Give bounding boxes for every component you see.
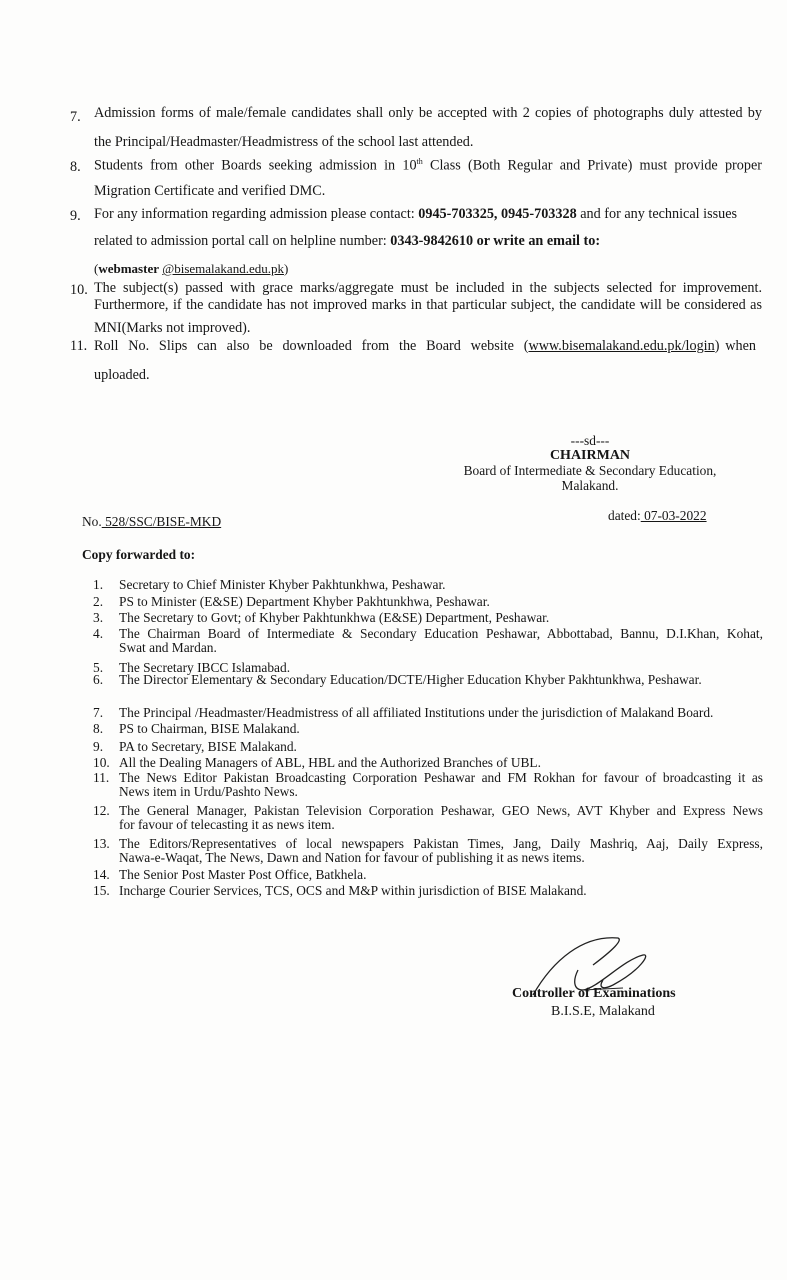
- item-number: 10.: [93, 755, 110, 770]
- controller-title: Controller of Examinations: [512, 986, 676, 1001]
- item-text: The Editors/Representatives of local newspapers Pakistan Times, Jang, Daily Mashriq, Aaj, Daily Express,: [119, 836, 763, 851]
- item-number: 12.: [93, 803, 110, 818]
- reference-date: [608, 508, 707, 524]
- instruction-text: Roll No. Slips can also be downloaded from the Board website (: [94, 338, 529, 354]
- email-link[interactable]: @bisemalakand.edu.pk: [162, 261, 284, 276]
- paren-close: ): [283, 261, 289, 276]
- instruction-line: Migration Certificate and verified DMC.: [94, 183, 326, 199]
- item-number: 1.: [93, 577, 104, 592]
- email-user: webmaster: [98, 261, 159, 276]
- item-text: PS to Minister (E&SE) Department Khyber Pakhtunkhwa, Peshawar.: [119, 594, 490, 609]
- item-text: Swat and Mardan.: [119, 640, 217, 655]
- instruction-line: Furthermore, if the candidate has not improved marks in that particular subject, the candidate will be considered as: [94, 297, 762, 313]
- reference-no-label: No.: [82, 514, 102, 529]
- item-text: The Chairman Board of Intermediate & Secondary Education Peshawar, Abbottabad, Bannu, D.I.Khan, Kohat,: [119, 626, 763, 641]
- item-text: The Secretary IBCC Islamabad.: [119, 660, 291, 675]
- chairman-title: CHAIRMAN: [549, 448, 631, 463]
- chairman-org: Board of Intermediate & Secondary Education,: [463, 463, 717, 478]
- chairman-block: [440, 433, 740, 493]
- item-text: PA to Secretary, BISE Malakand.: [119, 739, 297, 754]
- contact-phones: 0945-703325, 0945-703328: [418, 206, 577, 222]
- item-number: 14.: [93, 867, 110, 882]
- item-number: 7.: [93, 705, 104, 720]
- item-text: The Secretary to Govt; of Khyber Pakhtunkhwa (E&SE) Department, Peshawar.: [119, 610, 550, 625]
- instruction-line: [94, 339, 756, 353]
- paren-open: (: [94, 261, 99, 276]
- superscript: th: [416, 157, 423, 166]
- item-number: 2.: [93, 594, 104, 609]
- instruction-text: and for any technical issues: [576, 206, 738, 222]
- instruction-text: Class (Both Regular and Private) must provide proper: [422, 157, 762, 174]
- reference-no-value: 528/SSC/BISE-MKD: [101, 514, 222, 529]
- item-text: for favour of telecasting it as news item.: [119, 817, 335, 832]
- instruction-number: 8.: [70, 159, 81, 175]
- item-text: Nawa-e-Waqat, The News, Dawn and Nation for favour of publishing it as news items.: [119, 850, 585, 865]
- instruction-text: related to admission portal call on helpline number:: [94, 233, 391, 249]
- item-number: 5.: [93, 660, 104, 675]
- instruction-line: [94, 158, 762, 173]
- instruction-number: 9.: [70, 208, 81, 224]
- instruction-text: Students from other Boards seeking admission in 10: [94, 157, 417, 174]
- item-number: 6.: [93, 672, 104, 687]
- copy-forwarded-heading: Copy forwarded to:: [82, 547, 196, 562]
- item-text: The News Editor Pakistan Broadcasting Corporation Peshawar and FM Rokhan for favour of broadcasting it as: [119, 770, 763, 785]
- item-number: 4.: [93, 626, 104, 641]
- item-text: The Principal /Headmaster/Headmistress of all affiliated Institutions under the jurisdiction of Malakand Board.: [119, 705, 714, 720]
- signature-block: [505, 925, 725, 1025]
- signed-mark: ---sd---: [570, 433, 610, 448]
- item-number: 3.: [93, 610, 104, 625]
- email-line: [94, 262, 288, 275]
- chairman-place: Malakand.: [561, 478, 619, 493]
- item-text: Incharge Courier Services, TCS, OCS and M&P within jurisdiction of BISE Malakand.: [119, 883, 587, 898]
- instruction-line: [94, 207, 737, 221]
- item-text: News item in Urdu/Pashto News.: [119, 784, 298, 799]
- instruction-line: [94, 234, 600, 248]
- dated-label: dated:: [608, 508, 641, 523]
- instruction-line: MNI(Marks not improved).: [94, 320, 251, 336]
- item-text: The Director Elementary & Secondary Education/DCTE/Higher Education Khyber Pakhtunkhwa, Peshawar.: [119, 672, 702, 687]
- item-text: PS to Chairman, BISE Malakand.: [119, 721, 300, 736]
- item-number: 15.: [93, 883, 110, 898]
- item-number: 8.: [93, 721, 104, 736]
- controller-org: B.I.S.E, Malakand: [551, 1004, 655, 1019]
- reference-number: [82, 514, 221, 530]
- instruction-number: 10.: [70, 282, 88, 298]
- instruction-line: Admission forms of male/female candidates shall only be accepted with 2 copies of photographs duly attested by: [94, 105, 762, 121]
- dated-value: 07-03-2022: [640, 508, 707, 523]
- instruction-line: uploaded.: [94, 367, 150, 383]
- item-text: All the Dealing Managers of ABL, HBL and the Authorized Branches of UBL.: [119, 755, 541, 770]
- instruction-number: 11.: [70, 338, 88, 354]
- helpline-number: 0343-9842610 or write an email to:: [390, 233, 601, 249]
- instruction-text: For any information regarding admission please contact:: [94, 206, 419, 222]
- instruction-number: 7.: [70, 109, 81, 125]
- item-text: Secretary to Chief Minister Khyber Pakhtunkhwa, Peshawar.: [119, 577, 446, 592]
- instruction-line: the Principal/Headmaster/Headmistress of the school last attended.: [94, 134, 474, 150]
- website-link[interactable]: www.bisemalakand.edu.pk/login: [528, 338, 715, 354]
- item-text: The Senior Post Master Post Office, Batkhela.: [119, 867, 367, 882]
- item-number: 9.: [93, 739, 104, 754]
- instruction-text: ) when: [714, 338, 756, 354]
- item-number: 13.: [93, 836, 110, 851]
- instruction-line: The subject(s) passed with grace marks/aggregate must be included in the subjects selected for improvement.: [94, 280, 762, 296]
- item-text: The General Manager, Pakistan Television Corporation Peshawar, GEO News, AVT Khyber and Express News: [119, 803, 763, 818]
- item-number: 11.: [93, 770, 110, 785]
